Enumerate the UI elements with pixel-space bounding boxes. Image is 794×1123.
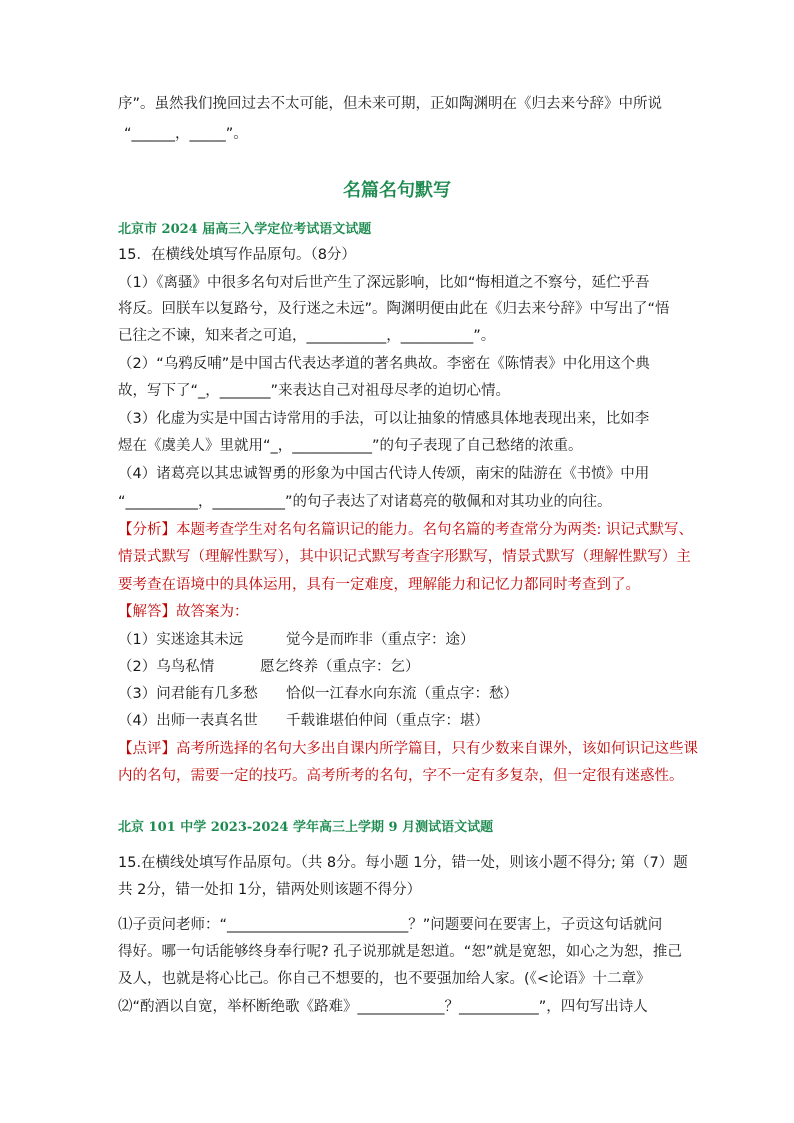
answer-row — [118, 656, 688, 678]
question-stem-2-line-1: 15.在横线处填写作品原句。（共 8分。每小题 1分，错一处，则该小题不得分; 第（7）题 — [118, 855, 688, 871]
analysis-line-1: 【分析】本题考查学生对名句名篇识记的能力。名句名篇的考查常分为两类: 识记式默写、 — [118, 522, 693, 538]
section-title: 名篇名句默写 — [343, 180, 451, 201]
q1-line-1: （1）《离骚》中很多名句对后世产生了深远影响，比如“悔相道之不察兮，延伫乎吾 — [118, 275, 650, 291]
answer-second-half: 愿乞终养（重点字：乞） — [260, 659, 420, 675]
q3-line-2: 煜在《虞美人》里就用“_，___________”的句子表现了自己愁绪的浓重。 — [118, 438, 583, 454]
q3-line-1: （3）化虚为实是中国古诗常用的手法，可以让抽象的情感具体地表现出来，比如李 — [118, 411, 650, 427]
answer-first-half: （4）出师一表真名世 — [118, 713, 258, 729]
q1-line-2: 将反。回朕车以复路兮，及行迷之未远”。陶渊明便由此在《归去来兮辞》中写出了“悟 — [118, 301, 670, 317]
item-2-line-1: ⑵“酌酒以自宽，举杯断绝歌《路难》____________？___________”，四句写出诗人 — [118, 999, 648, 1015]
answer-label-text: 【解答】故答案为： — [118, 604, 249, 620]
answer-first-half: （3）问君能有几多愁 — [118, 686, 258, 702]
item-1-line-2: 得好。哪一句话能够终身奉行呢? 孔子说那就是恕道。“恕”就是宽恕，如心之为恕，推己 — [118, 944, 682, 960]
analysis-line-2: 情景式默写（理解性默写），其中识记式默写考查字形默写，情景式默写（理解性默写）主 — [118, 549, 691, 565]
item-1-line-1: ⑴子贡问老师：“_________________________？”问题要问在要害上，子贡这句话就问 — [118, 917, 663, 933]
source-heading-1: 北京市 2024 届高三入学定位考试语文试题 — [118, 222, 372, 237]
q4-line-2: “__________，__________”的句子表达了对诸葛亮的敬佩和对其功业的向往。 — [118, 494, 612, 510]
intro-line-1: 序”。虽然我们挽回过去不太可能，但未来可期，正如陶渊明在《归去来兮辞》中所说 — [118, 96, 663, 112]
comment-line-1: 【点评】高考所选择的名句大多出自课内所学篇目，只有少数来自课外，该如何识记这些课 — [118, 741, 698, 757]
question-stem-2-line-2: 共 2分，错一处扣 1分，错两处则该题不得分） — [118, 882, 422, 898]
analysis-line-3: 要考查在语境中的具体运用，具有一定难度，理解能力和记忆力都同时考查到了。 — [118, 577, 640, 593]
answer-second-half: 恰似一江春水向东流（重点字：愁） — [286, 686, 518, 702]
source-heading-2: 北京 101 中学 2023-2024 学年高三上学期 9 月测试语文试题 — [118, 820, 494, 835]
answer-row — [118, 629, 688, 651]
q2-line-2: 故，写下了“_，_______”来表达自己对祖母尽孝的迫切心情。 — [118, 383, 511, 399]
answer-first-half: （1）实迷途其未远 — [118, 632, 244, 648]
q2-line-1: （2）“乌鸦反哺”是中国古代表达孝道的著名典故。李密在《陈情表》中化用这个典 — [118, 356, 650, 372]
item-1-line-3: 及人，也就是将心比己。你自己不想要的，也不要强加给人家。(《<论语》十二章》 — [118, 971, 651, 987]
answer-row — [118, 710, 688, 732]
answer-second-half: 觉今是而昨非（重点字：途） — [286, 632, 475, 648]
q4-line-1: （4）诸葛亮以其忠诚智勇的形象为中国古代诗人传颂，南宋的陆游在《书愤》中用 — [118, 466, 650, 482]
question-stem-1: 15．在横线处填写作品原句。（8分） — [118, 247, 356, 263]
intro-line-2: “______，_____”。 — [124, 126, 248, 142]
answer-row — [118, 683, 688, 705]
q1-line-3: 已往之不谏，知来者之可追，___________，__________”。 — [118, 328, 496, 344]
answer-first-half: （2）乌鸟私情 — [118, 659, 215, 675]
comment-line-2: 内的名句，需要一定的技巧。高考所考的名句，字不一定有多复杂，但一定很有迷惑性。 — [118, 768, 684, 784]
answer-label — [118, 601, 688, 623]
answer-second-half: 千载谁堪伯仲间（重点字：堪） — [286, 713, 489, 729]
